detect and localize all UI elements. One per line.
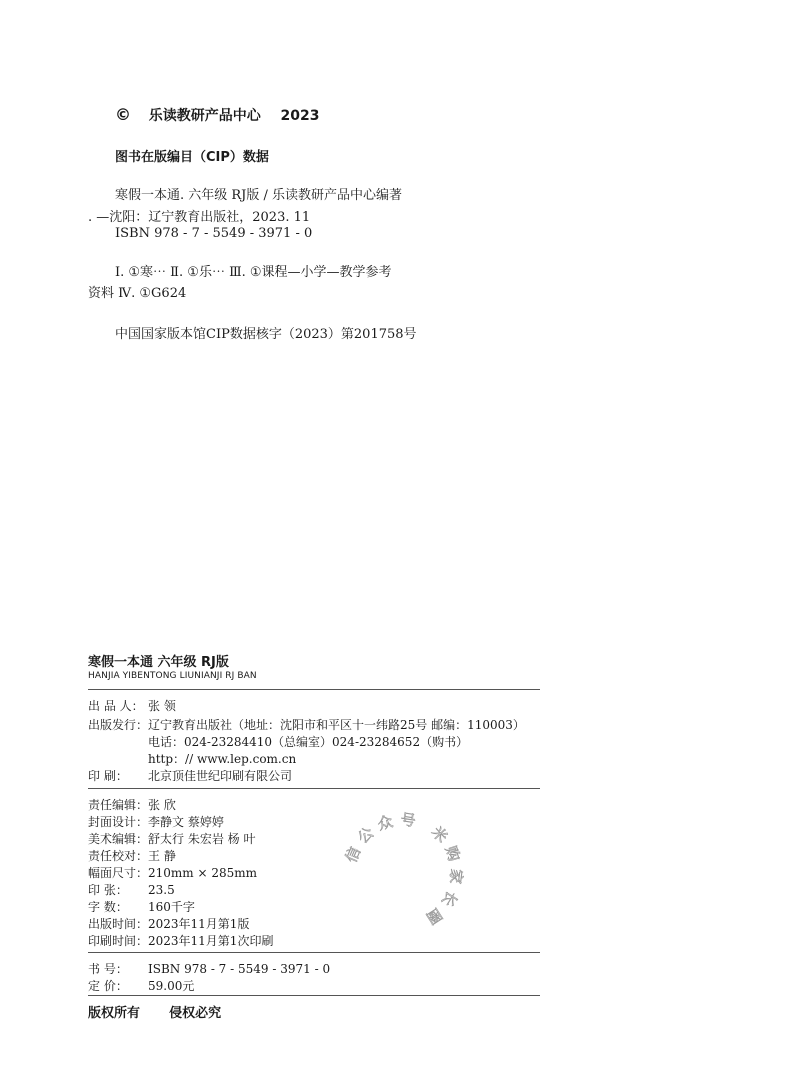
credit-row (88, 898, 195, 915)
credit-value: 2023年11月第1版 (148, 917, 250, 931)
watermark-stamp (338, 808, 468, 938)
isbn-value: ISBN 978 - 7 - 5549 - 3971 - 0 (148, 962, 331, 976)
cip-heading: 图书在版编目（CIP）数据 (115, 150, 269, 165)
divider (88, 952, 540, 953)
credit-label: 字 数： (88, 900, 128, 914)
isbn-label: 书 号： (88, 962, 128, 976)
credit-value: 张 欣 (148, 798, 176, 812)
publisher-value: 辽宁教育出版社（地址：沈阳市和平区十一纬路25号 邮编：110003） (148, 718, 525, 732)
credit-row (88, 796, 176, 813)
credit-label: 责任编辑： (88, 798, 149, 812)
book-title-cn: 寒假一本通 六年级 RJ版 (88, 655, 229, 670)
price-label: 定 价： (88, 979, 128, 993)
credit-value: 210mm × 285mm (148, 866, 258, 880)
credit-value: 舒太行 朱宏岩 杨 叶 (148, 832, 256, 846)
divider (88, 788, 540, 789)
credit-value: 2023年11月第1次印刷 (148, 934, 274, 948)
credit-label: 印 张： (88, 883, 128, 897)
publisher-label: 出版发行： (88, 718, 149, 732)
cip-line-classification-cont: 资料 Ⅳ. ①G624 (88, 286, 187, 301)
credit-row (88, 847, 176, 864)
credit-label: 印刷时间： (88, 934, 149, 948)
printer-row (88, 767, 292, 784)
credit-row (88, 932, 273, 949)
credit-label: 美术编辑： (88, 832, 149, 846)
cip-line-publisher: . —沈阳：辽宁教育出版社，2023. 11 (88, 210, 311, 225)
rights-reserved: 版权所有 (88, 1006, 141, 1021)
cip-line-classification: Ⅰ. ①寒⋯ Ⅱ. ①乐⋯ Ⅲ. ①课程—小学—教学参考 (115, 265, 392, 280)
price-row (88, 977, 194, 994)
watermark-text: 信公众号 米购家长圈 (341, 810, 466, 931)
cip-line-isbn: ISBN 978 - 7 - 5549 - 3971 - 0 (115, 226, 313, 241)
credit-label: 责任校对： (88, 849, 149, 863)
printer-label: 印 刷： (88, 769, 128, 783)
credit-row (88, 813, 224, 830)
publisher-row (88, 716, 525, 733)
divider (88, 995, 540, 996)
credit-row (88, 830, 255, 847)
credit-label: 出版时间： (88, 917, 149, 931)
credit-row (88, 864, 257, 881)
credit-value: 160千字 (148, 900, 195, 914)
copyright-holder: 乐读教研产品中心 (148, 108, 261, 124)
credit-row (88, 915, 249, 932)
publisher-website: http：// www.lep.com.cn (148, 752, 297, 766)
cip-record-number: 中国国家版本馆CIP数据核字（2023）第201758号 (115, 327, 417, 342)
infringement-notice: 侵权必究 (169, 1006, 222, 1021)
credit-row (88, 881, 175, 898)
producer-value: 张 领 (148, 699, 176, 713)
copyright-symbol: © (115, 105, 131, 124)
credit-label: 幅面尺寸： (88, 866, 149, 880)
divider (88, 689, 540, 690)
printer-value: 北京顶佳世纪印刷有限公司 (148, 769, 293, 783)
publisher-phone: 电话：024-23284410（总编室）024-23284652（购书） (148, 735, 469, 749)
credit-value: 李静文 蔡婷婷 (148, 815, 224, 829)
cip-line-title: 寒假一本通. 六年级 RJ版 / 乐读教研产品中心编著 (115, 188, 403, 203)
credit-label: 封面设计： (88, 815, 149, 829)
producer-label: 出 品 人： (88, 699, 144, 713)
isbn-row (88, 960, 330, 977)
producer-row (88, 697, 176, 714)
copyright-year: 2023 (280, 108, 320, 124)
credit-value: 23.5 (148, 883, 175, 897)
rights-line (88, 1002, 221, 1021)
svg-text:信公众号 米购家长圈 (342, 810, 466, 931)
copyright-line (115, 105, 319, 125)
book-title-pinyin: HANJIA YIBENTONG LIUNIANJI RJ BAN (88, 671, 257, 681)
credit-value: 王 静 (148, 849, 176, 863)
price-value: 59.00元 (148, 979, 195, 993)
